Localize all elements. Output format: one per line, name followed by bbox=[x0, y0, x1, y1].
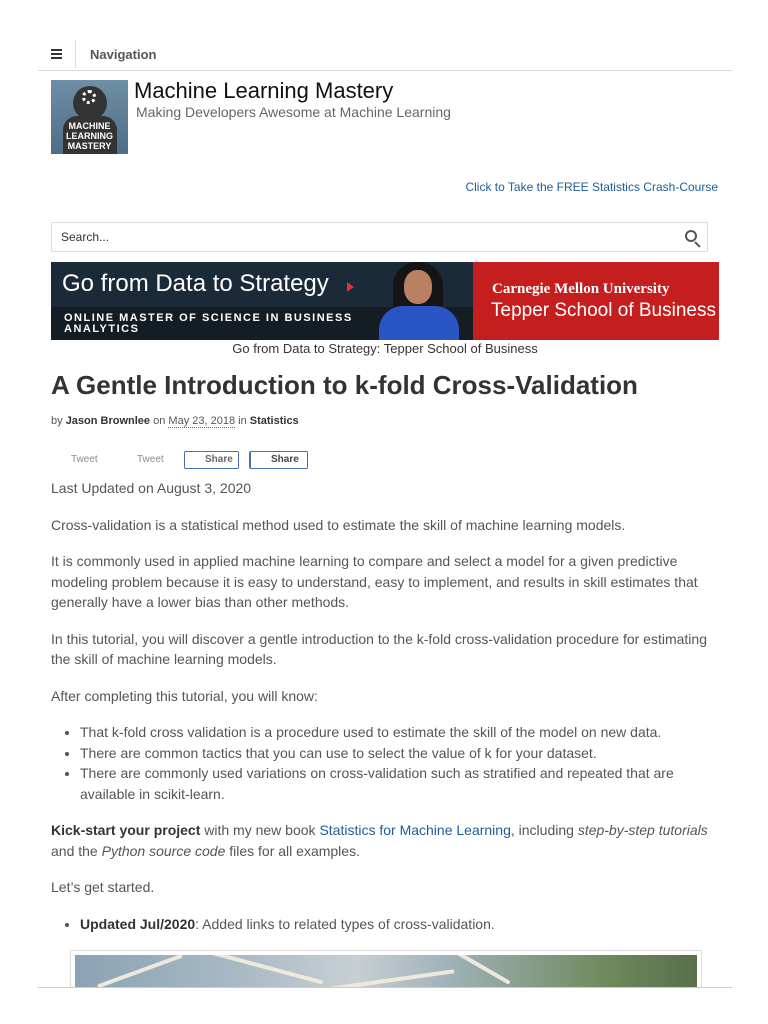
hamburger-icon[interactable] bbox=[38, 40, 76, 68]
list-item: • Updated Jul/2020: Added links to related types of cross-validation. bbox=[80, 914, 719, 935]
paragraph: After completing this tutorial, you will know: bbox=[51, 687, 318, 704]
gear-icon bbox=[82, 90, 96, 104]
banner-person-image bbox=[363, 262, 473, 340]
list-item: • There are commonly used variations on cross-validation such as stratified and repeated that are available in scikit-learn. bbox=[80, 763, 719, 804]
bottom-divider bbox=[38, 987, 732, 988]
category-link[interactable]: Statistics bbox=[249, 415, 299, 427]
bottom-fade bbox=[0, 988, 768, 1024]
search-input[interactable] bbox=[52, 230, 677, 244]
banner-subline: ONLINE MASTER OF SCIENCE IN BUSINESS ANALYTICS bbox=[64, 312, 353, 335]
ad-banner[interactable] bbox=[51, 262, 719, 340]
author-link[interactable]: Jason Brownlee bbox=[65, 415, 151, 427]
banner-headline: Go from Data to Strategy bbox=[62, 270, 329, 297]
list-item: • That k-fold cross validation is a procedure used to estimate the skill of the model on new data. bbox=[80, 722, 719, 743]
search-box bbox=[51, 222, 708, 252]
featured-image-frame bbox=[70, 950, 702, 990]
banner-left-panel bbox=[51, 262, 473, 340]
crash-course-link[interactable]: Click to Take the FREE Statistics Crash-Course bbox=[465, 180, 718, 194]
share-button[interactable]: Share bbox=[184, 451, 239, 469]
article-content bbox=[51, 478, 719, 950]
tweet-button[interactable]: Tweet bbox=[137, 454, 164, 465]
site-logo[interactable] bbox=[51, 80, 128, 154]
paragraph: Let’s get started. bbox=[51, 879, 155, 895]
update-list bbox=[80, 914, 719, 935]
banner-caption: Go from Data to Strategy: Tepper School of Business bbox=[232, 341, 538, 356]
paragraph: It is commonly used in applied machine learning to compare and select a model for a given predictive modeling problem because it is easy to understand, easy to implement, and results in skill estimates that generally have a lower bias than other methods. bbox=[51, 553, 698, 610]
logo-text: MACHINE LEARNING MASTERY bbox=[66, 121, 113, 151]
paragraph: In this tutorial, you will discover a gentle introduction to the k-fold cross-validation procedure for estimating the skill of machine learning models. bbox=[51, 630, 707, 667]
book-link[interactable]: Statistics for Machine Learning bbox=[319, 822, 511, 838]
last-updated: Last Updated on August 3, 2020 bbox=[51, 480, 252, 496]
navigation-toggle[interactable]: Navigation bbox=[90, 46, 157, 62]
post-meta: by Jason Brownlee on May 23, 2018 in Statistics bbox=[51, 415, 299, 427]
learning-outcomes-list bbox=[80, 722, 719, 804]
page-title: A Gentle Introduction to k-fold Cross-Validation bbox=[51, 370, 638, 400]
post-date: May 23, 2018 bbox=[168, 415, 236, 427]
site-tagline: Making Developers Awesome at Machine Learning bbox=[136, 104, 451, 120]
arrow-right-icon bbox=[347, 282, 354, 292]
top-navigation-bar bbox=[38, 38, 732, 71]
banner-right-panel bbox=[473, 262, 719, 340]
search-icon[interactable] bbox=[677, 223, 707, 251]
banner-school: Tepper School of Business bbox=[491, 300, 716, 321]
site-title[interactable]: Machine Learning Mastery bbox=[134, 78, 394, 103]
banner-university: Carnegie Mellon University bbox=[492, 281, 670, 297]
tweet-button[interactable]: Tweet bbox=[71, 454, 98, 465]
share-button[interactable]: Share bbox=[249, 451, 308, 469]
paragraph: Cross-validation is a statistical method used to estimate the skill of machine learning models. bbox=[51, 516, 626, 533]
book-promo: Kick-start your project with my new book Statistics for Machine Learning, including step-by-step tutorials and the Python source code files for all examples. bbox=[51, 822, 708, 859]
list-item: • There are common tactics that you can use to select the value of k for your dataset. bbox=[80, 743, 719, 764]
